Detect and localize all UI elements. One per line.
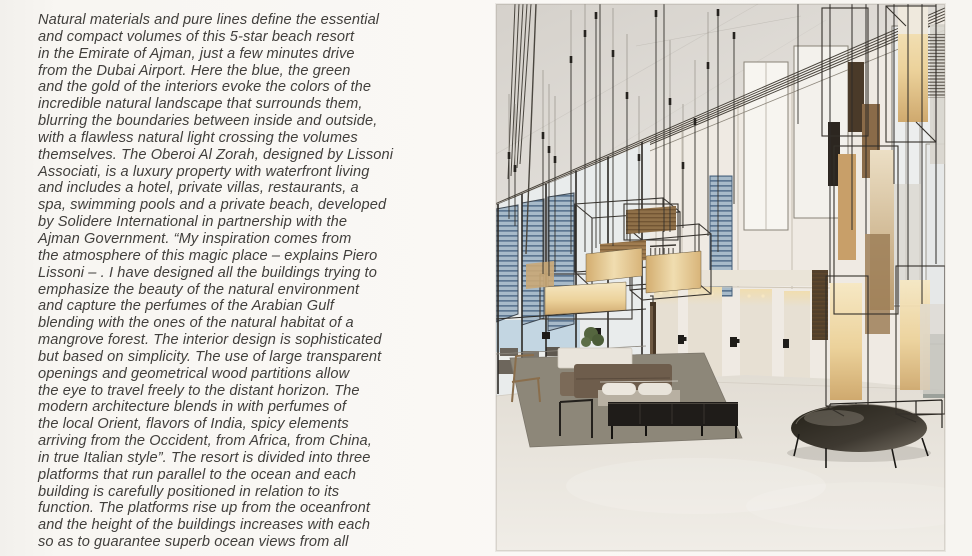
article-text-line: but based on simplicity. The use of large transparent — [38, 348, 382, 365]
article-text-line: emphasize the beauty of the natural environment — [38, 281, 360, 298]
article-text-line: and the gold of the interiors evoke the colors of the — [38, 79, 372, 96]
article-text-line: function. The platforms rise up from the oceanfront — [38, 500, 370, 517]
article-text-line: incredible natural landscape that surrounds them, — [38, 96, 363, 113]
amber-shade — [646, 251, 701, 293]
article-text-line: building is carefully positioned in relation to its — [38, 483, 340, 500]
article-text-line: platforms that run parallel to the ocean and each — [38, 466, 357, 483]
article-text-line: by Solidere International in partnership with the — [38, 214, 348, 231]
article-text-line: modern architecture blends in with perfumes of — [38, 399, 346, 416]
article-text-line: openings and geometrical wood partitions allow — [38, 365, 350, 382]
article-text-line: spa, swimming pools and a private beach, developed — [38, 197, 387, 214]
article-text-line: and includes a hotel, private villas, restaurants, a — [38, 180, 359, 197]
lobby-photo — [496, 4, 945, 551]
article-text-line: Natural materials and pure lines define the essential — [38, 12, 380, 28]
amber-panel — [830, 283, 862, 400]
amber-shade — [586, 248, 642, 282]
article-text-line: and capture the perfumes of the Arabian Gulf — [38, 298, 334, 315]
article-text-line: the atmosphere of this magic place – explains Piero — [38, 247, 378, 264]
article-text-line: from the Dubai Airport. Here the blue, the green — [38, 62, 351, 79]
article-text-line: themselves. The Oberoi Al Zorah, designed by Lissoni — [38, 146, 394, 163]
article-text-line: blending with the ones of the natural habitat of a — [38, 315, 354, 332]
article-text-line: mangrove forest. The interior design is sophisticated — [38, 332, 382, 349]
amber-shade — [545, 282, 626, 315]
article-text-line: in true Italian style”. The resort is divided into three — [38, 449, 371, 466]
walnut-panel — [848, 62, 864, 132]
article-text-line: in the Emirate of Ajman, just a few minutes drive — [38, 45, 355, 62]
article-text-line: the eye to travel freely to the distant horizon. The — [38, 382, 360, 399]
article-text-line: with a flawless natural light crossing the volumes — [38, 129, 358, 146]
article-text-line: blurring the boundaries between inside and outside, — [38, 113, 378, 130]
article-text-line: Associati, is a luxury property with waterfront living — [38, 163, 370, 180]
article-text-line: so as to guarantee superb ocean views from all — [38, 534, 349, 551]
article-text-column — [38, 12, 394, 551]
amber-shade — [526, 261, 554, 289]
article-text-line: and the height of the buildings increases with each — [38, 517, 371, 534]
article-text-line: and compact volumes of this 5-star beach resort — [38, 28, 355, 45]
lobby-photo-illustration — [496, 4, 945, 551]
article-text-line: Ajman Government. “My inspiration comes from — [38, 230, 352, 247]
article-text-line: the local Orient, flavors of India, spicy elements — [38, 416, 349, 433]
article-text-line: arriving from the Occident, from Africa, from China, — [38, 433, 372, 450]
article-text-line: Lissoni – . I have designed all the buildings trying to — [38, 264, 377, 281]
